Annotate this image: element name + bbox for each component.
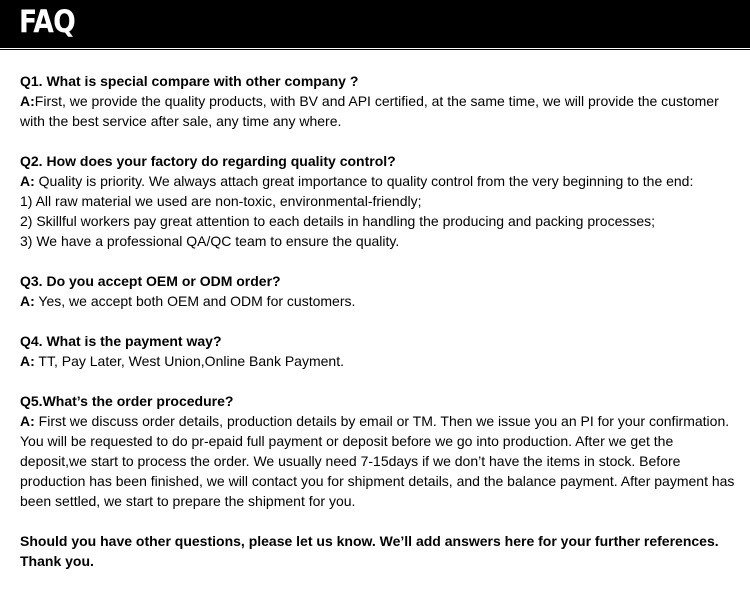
faq-content [20, 71, 742, 591]
faq-item-3 [20, 271, 742, 311]
faq-item-4 [20, 331, 742, 371]
faq-item-1 [20, 71, 742, 131]
faq-answer-5-text: First we discuss order details, production details by email or TM. Then we issue you an PI for your confirmation. You will be requested to do pr-epaid full payment or deposit before we go into production. After we get the deposit,we start to process the order. We usually need 7-15days if we don’t have the items in stock. Before production has been finished, we will contact you for shipment details, and the balance payment. After payment has been settled, we start to prepare the shipment for you. [20, 413, 735, 509]
faq-question-5: Q5.What’s the order procedure? [20, 393, 234, 409]
header-divider [0, 49, 750, 50]
answer-prefix: A: [20, 293, 35, 309]
closing-line-2: Thank you. [20, 553, 94, 569]
closing-note [20, 531, 742, 571]
closing-line-1: Should you have other questions, please let us know. We’ll add answers here for your further references. [20, 533, 719, 549]
faq-question-2: Q2. How does your factory do regarding quality control? [20, 153, 396, 169]
answer-prefix: A: [20, 353, 35, 369]
faq-answer-2 [20, 171, 742, 191]
faq-answer-1-text: First, we provide the quality products, with BV and API certified, at the same time, we will provide the customer with the best service after sale, any time any where. [20, 93, 719, 129]
faq-question-1: Q1. What is special compare with other company ? [20, 73, 359, 89]
answer-prefix: A: [20, 413, 35, 429]
faq-item-5 [20, 391, 742, 511]
faq-answer-2-line-1: 1) All raw material we used are non-toxic, environmental-friendly; [20, 193, 422, 209]
faq-question-4: Q4. What is the payment way? [20, 333, 222, 349]
faq-answer-2-text: Quality is priority. We always attach great importance to quality control from the very beginning to the end: [34, 173, 694, 189]
faq-answer-4 [20, 351, 742, 371]
faq-answer-3-text: Yes, we accept both OEM and ODM for customers. [34, 293, 356, 309]
answer-prefix: A: [20, 93, 35, 109]
faq-answer-3 [20, 291, 742, 311]
faq-answer-2-line-2: 2) Skillful workers pay great attention to each details in handling the producing and packing processes; [20, 213, 656, 229]
faq-item-2 [20, 151, 742, 251]
faq-header [0, 0, 750, 48]
answer-prefix: A: [20, 173, 35, 189]
page-title: FAQ [19, 4, 75, 40]
faq-question-3: Q3. Do you accept OEM or ODM order? [20, 273, 281, 289]
faq-answer-1 [20, 91, 742, 131]
faq-answer-5 [20, 411, 742, 511]
faq-answer-4-text: TT, Pay Later, West Union,Online Bank Payment. [34, 353, 344, 369]
faq-answer-2-line-3: 3) We have a professional QA/QC team to ensure the quality. [20, 233, 400, 249]
